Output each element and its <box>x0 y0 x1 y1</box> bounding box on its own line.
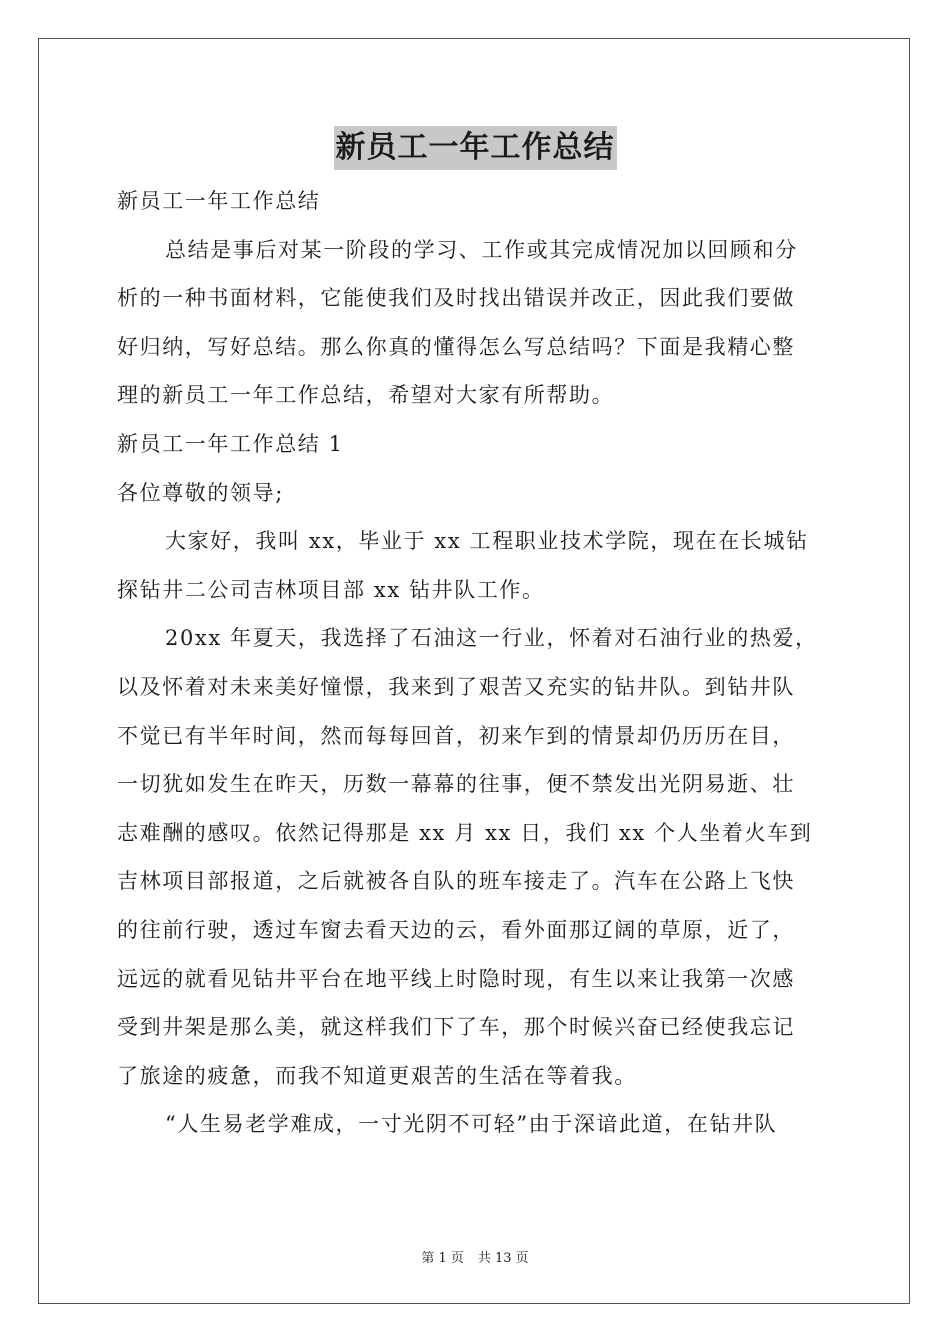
text-line: 20xx 年夏天，我选择了石油这一行业，怀着对石油行业的热爱， <box>165 626 818 651</box>
page-footer <box>0 1247 950 1266</box>
text-line: 的往前行驶，透过车窗去看天边的云，看外面那辽阔的草原，近了， <box>117 917 795 942</box>
text-line: 探钻井二公司吉林项目部 xx 钻井队工作。 <box>117 577 545 602</box>
text-line: 受到井架是那么美，就这样我们下了车，那个时候兴奋已经使我忘记 <box>117 1015 795 1040</box>
text-line: 吉林项目部报道，之后就被各自队的班车接走了。汽车在公路上飞快 <box>117 869 795 894</box>
document-body <box>117 177 837 1149</box>
text-line: 各位尊敬的领导; <box>117 480 284 505</box>
text-line: 新员工一年工作总结 1 <box>117 431 344 456</box>
document-title: 新员工一年工作总结 <box>334 126 617 170</box>
text-line: 远远的就看见钻井平台在地平线上时隐时现，有生以来让我第一次感 <box>117 966 795 991</box>
text-line: 大家好，我叫 xx，毕业于 xx 工程职业技术学院，现在在长城钻 <box>165 529 809 554</box>
text-line: “人生易老学难成，一寸光阴不可轻”由于深谙此道，在钻井队 <box>165 1112 778 1137</box>
text-line: 志难酬的感叹。依然记得那是 xx 月 xx 日，我们 xx 个人坐着火车到 <box>117 820 813 845</box>
page-number: 第 1 页 <box>421 1251 464 1266</box>
text-line: 了旅途的疲惫，而我不知道更艰苦的生活在等着我。 <box>117 1063 637 1088</box>
title-container <box>0 126 950 170</box>
text-line: 好归纳，写好总结。那么你真的懂得怎么写总结吗？下面是我精心整 <box>117 334 795 359</box>
page-total: 共 13 页 <box>477 1251 529 1266</box>
text-line: 以及怀着对未来美好憧憬，我来到了艰苦又充实的钻井队。到钻井队 <box>117 674 795 699</box>
text-line: 总结是事后对某一阶段的学习、工作或其完成情况加以回顾和分 <box>165 237 798 262</box>
text-line: 新员工一年工作总结 <box>117 189 321 213</box>
text-line: 析的一种书面材料，它能使我们及时找出错误并改正，因此我们要做 <box>117 286 795 311</box>
text-line: 一切犹如发生在昨天，历数一幕幕的往事，便不禁发出光阴易逝、壮 <box>117 772 795 797</box>
text-line: 不觉已有半年时间，然而每每回首，初来乍到的情景却仍历历在目， <box>117 723 795 748</box>
text-line: 理的新员工一年工作总结，希望对大家有所帮助。 <box>117 383 615 408</box>
